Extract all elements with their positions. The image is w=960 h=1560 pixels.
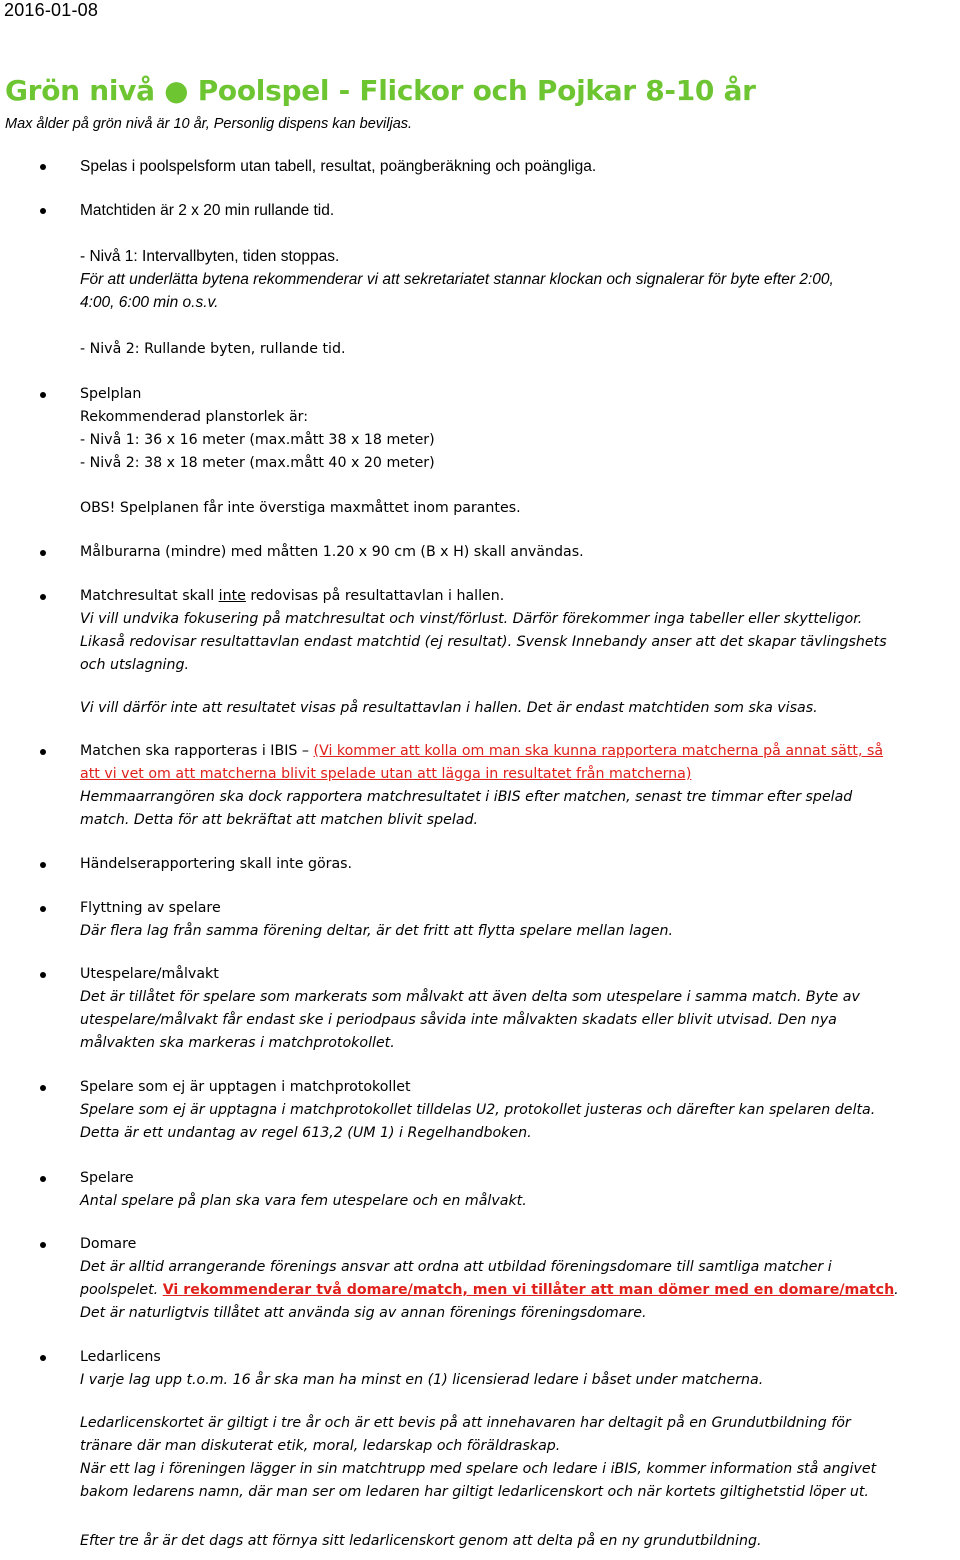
page-title: Grön nivå ● Poolspel - Flickor och Pojkar 8-10 år: [5, 74, 756, 107]
list-item-matchtid: Matchtiden är 2 x 20 min rullande tid.: [80, 202, 335, 219]
list-item-niva: - Nivå 1: Intervallbyten, tiden stoppas. För att underlätta bytena rekommenderar vi att sekretariatet stannar klockan och signalerar för byte efter 2:00, 4:00, 6:00 min o.s.v.: [80, 248, 834, 311]
list-item-domare: Domare Det är alltid arrangerande förenings ansvar att ordna att utbildad föreningsdomare till samtliga matcher i poolspelet. Vi rekommenderar två domare/match, men vi tillåter att man dömer med en domare/match. Det är naturligtvis tillåtet att använda sig av annan förenings föreningsdomare.: [80, 1236, 899, 1321]
bullet-dot: [40, 208, 46, 214]
bullet-dot: [40, 1085, 46, 1091]
list-item-niva2: - Nivå 2: Rullande byten, rullande tid.: [80, 341, 346, 357]
bullet-dot: [40, 392, 46, 398]
bullet-dot: [40, 1355, 46, 1361]
list-item-ej-upptagen: Spelare som ej är upptagen i matchprotokollet Spelare som ej är upptagna i matchprotokollet tilldelas U2, protokollet justeras och därefter kan spelaren delta. Detta är ett undantag av regel 613,2 (UM 1) i Regelhandboken.: [80, 1079, 876, 1141]
list-item-malburar: Målburarna (mindre) med måtten 1.20 x 90 cm (B x H) skall användas.: [80, 544, 584, 560]
bullet-dot: [40, 164, 46, 170]
list-item-spelplan: Spelplan Rekommenderad planstorlek är: - Nivå 1: 36 x 16 meter (max.mått 38 x 18 meter) - Nivå 2: 38 x 18 meter (max.mått 40 x 20 meter) OBS! Spelplanen får inte överstiga maxmåttet inom parantes.: [80, 386, 521, 516]
page-subtitle: Max ålder på grön nivå är 10 år, Personlig dispens kan beviljas.: [5, 116, 413, 132]
document-date: 2016-01-08: [4, 0, 99, 20]
list-item-handelse: Händelserapportering skall inte göras.: [80, 856, 353, 872]
bullet-dot: [40, 906, 46, 912]
bullet-dot: [40, 862, 46, 868]
bullet-dot: [40, 749, 46, 755]
list-item-flyttning: Flyttning av spelare Där flera lag från samma förening deltar, är det fritt att flytta spelare mellan lagen.: [80, 900, 673, 939]
bullet-dot: [40, 594, 46, 600]
bullet-dot: [40, 972, 46, 978]
list-item-ledarlicens: Ledarlicens I varje lag upp t.o.m. 16 år ska man ha minst en (1) licensierad ledare i båset under matcherna. Ledarlicenskortet är giltigt i tre år och är ett bevis på att innehavaren har deltagit på en Grundutbildning för tränare där man diskuterat etik, moral, ledarskap och föräldraskap. När ett lag i föreningen lägger in sin matchtrupp med spelare och ledare i iBIS, kommer information stå angivet bakom ledarens namn, där man ser om ledaren har giltigt ledarlicenskort och när kortets giltighetstid löper ut. Efter tre år är det dags att förnya sitt ledarlicenskort genom att delta på en ny grundutbildning.: [80, 1349, 877, 1549]
list-item-ibis: Matchen ska rapporteras i IBIS – (Vi kommer att kolla om man ska kunna rapportera matcherna på annat sätt, så att vi vet om att matcherna blivit spelade utan att lägga in resultatet från matcherna) Hemmaarrangören ska dock rapportera matchresultatet i iBIS efter matchen, senast tre timmar efter spelad match. Detta för att bekräftat att matchen blivit spelad.: [80, 743, 884, 828]
bullet-dot: [40, 1242, 46, 1248]
list-item-poolspel: Spelas i poolspelsform utan tabell, resultat, poängberäkning och poängliga.: [80, 158, 597, 175]
list-item-utespelare: Utespelare/målvakt Det är tillåtet för spelare som markerats som målvakt att även delta som utespelare i samma match. Byte av utespelare/målvakt får endast ske i periodpaus såvida inte målvakten skadats eller blivit utvisad. Den nya målvakten ska markeras i matchprotokollet.: [80, 966, 860, 1051]
list-item-spelare: Spelare Antal spelare på plan ska vara fem utespelare och en målvakt.: [80, 1170, 527, 1209]
list-item-resultat: Matchresultat skall inte redovisas på resultattavlan i hallen. Vi vill undvika fokusering på matchresultat och vinst/förlust. Därför förekommer inga tabeller eller skytteligor. Likaså redovisar resultattavlan endast matchtid (ej resultat). Svensk Innebandy anser att det skapar tävlingshets och utslagning. Vi vill därför inte att resultatet visas på resultattavlan i hallen. Det är endast matchtiden som ska visas.: [80, 588, 887, 716]
bullet-dot: [40, 1176, 46, 1182]
bullet-dot: [40, 550, 46, 556]
